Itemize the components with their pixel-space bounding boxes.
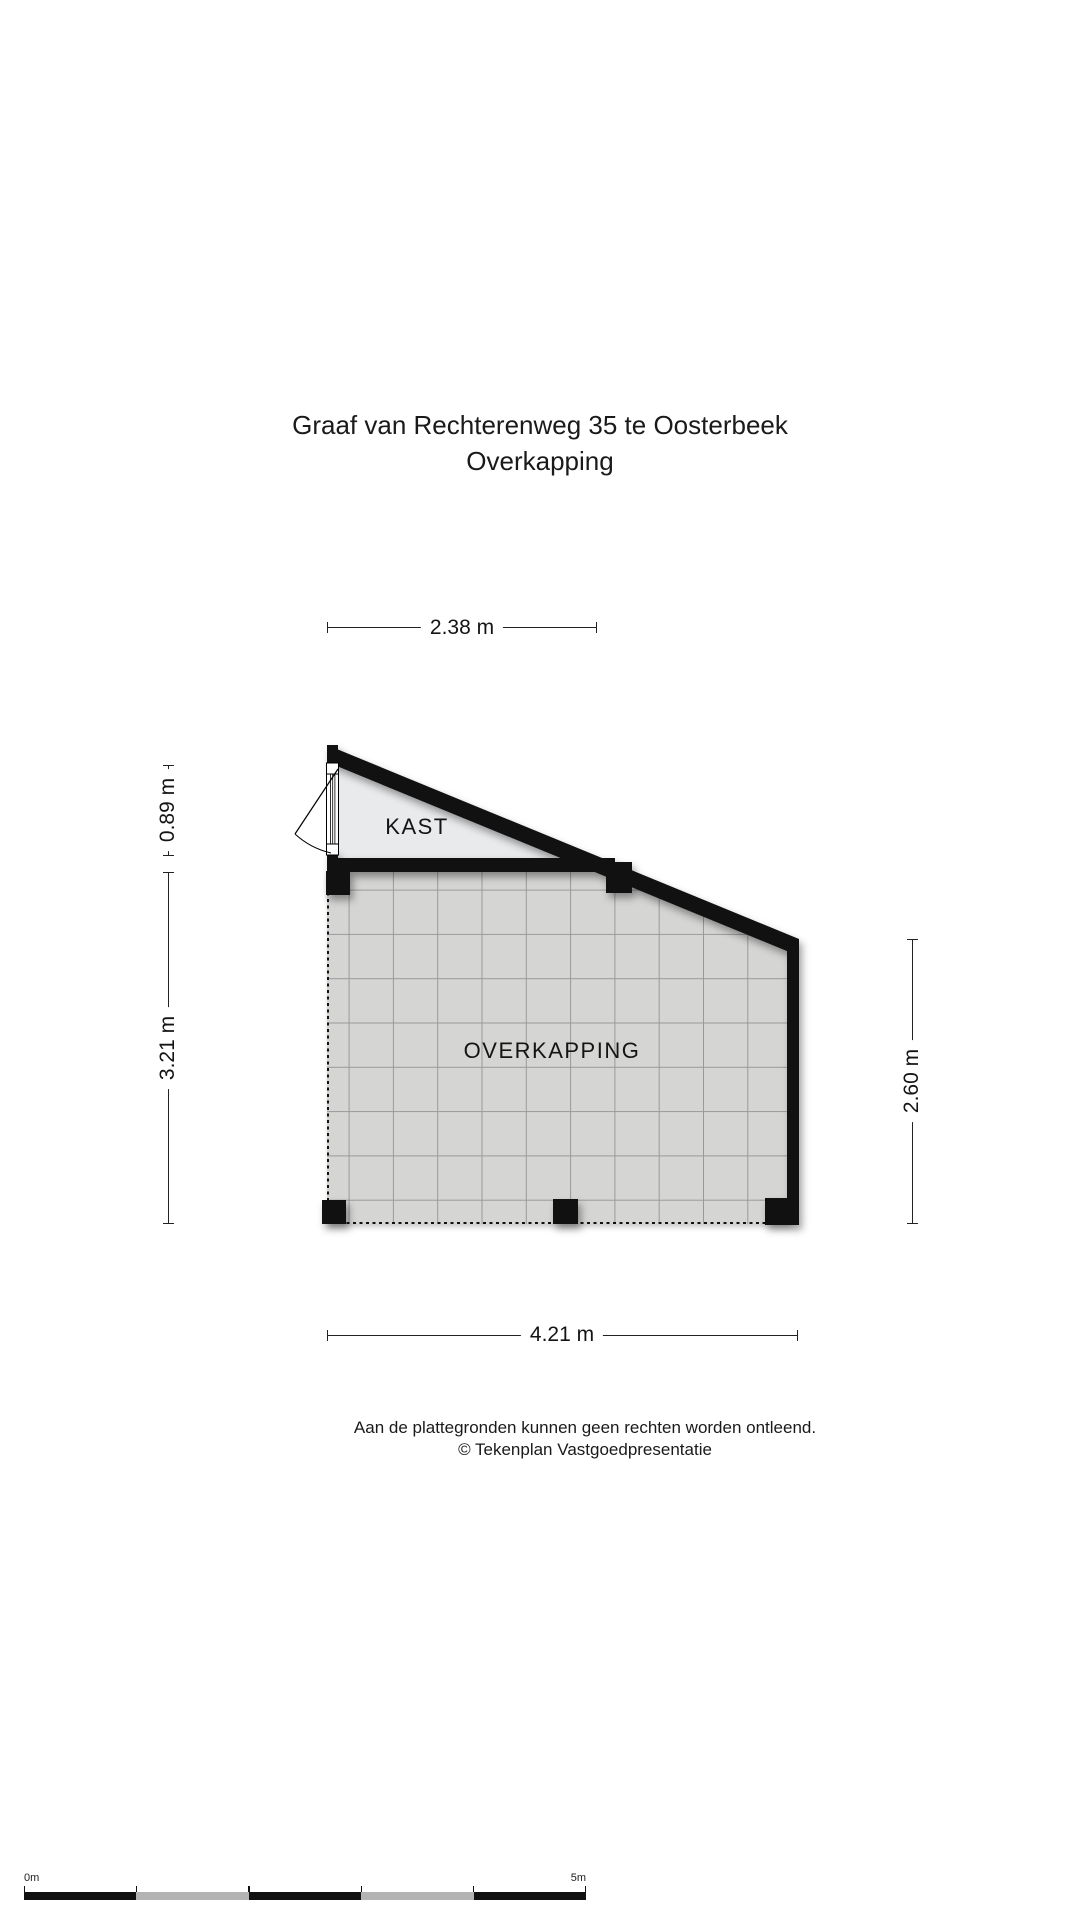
right-wall — [787, 939, 799, 1224]
dimension-top-label: 2.38 m — [421, 616, 503, 640]
left-wall-top-stub — [327, 745, 338, 764]
dimension-left-lower-tick-bottom — [163, 1223, 174, 1224]
dimension-top-tick-right — [596, 622, 597, 633]
dimension-right-label: 2.60 m — [900, 1040, 924, 1122]
scale-bar-end-label: 5m — [570, 1872, 586, 1884]
disclaimer — [354, 1417, 816, 1461]
column-top-left — [326, 871, 350, 895]
scale-bar-start-label: 0m — [24, 1872, 40, 1884]
column-top-middle — [606, 862, 632, 893]
dimension-left-upper-tick-bottom — [163, 855, 174, 856]
kast-door — [295, 763, 339, 855]
dimension-right-tick-top — [907, 939, 918, 940]
dimension-bottom-label: 4.21 m — [521, 1323, 603, 1347]
dimension-top-tick-left — [327, 622, 328, 633]
scale-bar-segment-gray — [136, 1892, 248, 1900]
column-bottom-right — [765, 1198, 799, 1225]
door-swing-arc — [295, 834, 331, 853]
room-label-overkapping: OVERKAPPING — [463, 1038, 641, 1063]
dimension-left-lower-tick-top — [163, 872, 174, 873]
column-bottom-left — [322, 1200, 346, 1224]
dimension-left-upper-label: 0.89 m — [156, 769, 180, 851]
dimension-left-lower-label: 3.21 m — [156, 1007, 180, 1089]
door-post-bottom — [327, 844, 339, 855]
scale-bar-segment-black — [249, 1892, 361, 1900]
dimension-left-upper-tick-top — [163, 765, 174, 766]
disclaimer-line2: © Tekenplan Vastgoedpresentatie — [458, 1440, 712, 1459]
column-bottom-middle — [553, 1199, 578, 1224]
dimension-right-tick-bottom — [907, 1223, 918, 1224]
door-post-top — [327, 763, 339, 774]
scale-bar-segment-black — [24, 1892, 136, 1900]
scale-bar-segment-gray — [361, 1892, 473, 1900]
scale-bar — [24, 1872, 586, 1900]
disclaimer-line1: Aan de plattegronden kunnen geen rechten worden ontleend. — [353, 1418, 817, 1437]
title-subtitle: Overkapping — [466, 446, 614, 476]
room-label-kast: KAST — [385, 814, 449, 839]
kast-bottom-wall — [327, 858, 615, 872]
title-address: Graaf van Rechterenweg 35 te Oosterbeek — [292, 410, 788, 440]
scale-bar-segment-black — [474, 1892, 586, 1900]
dimension-bottom-tick-right — [797, 1330, 798, 1341]
dimension-bottom-tick-left — [327, 1330, 328, 1341]
